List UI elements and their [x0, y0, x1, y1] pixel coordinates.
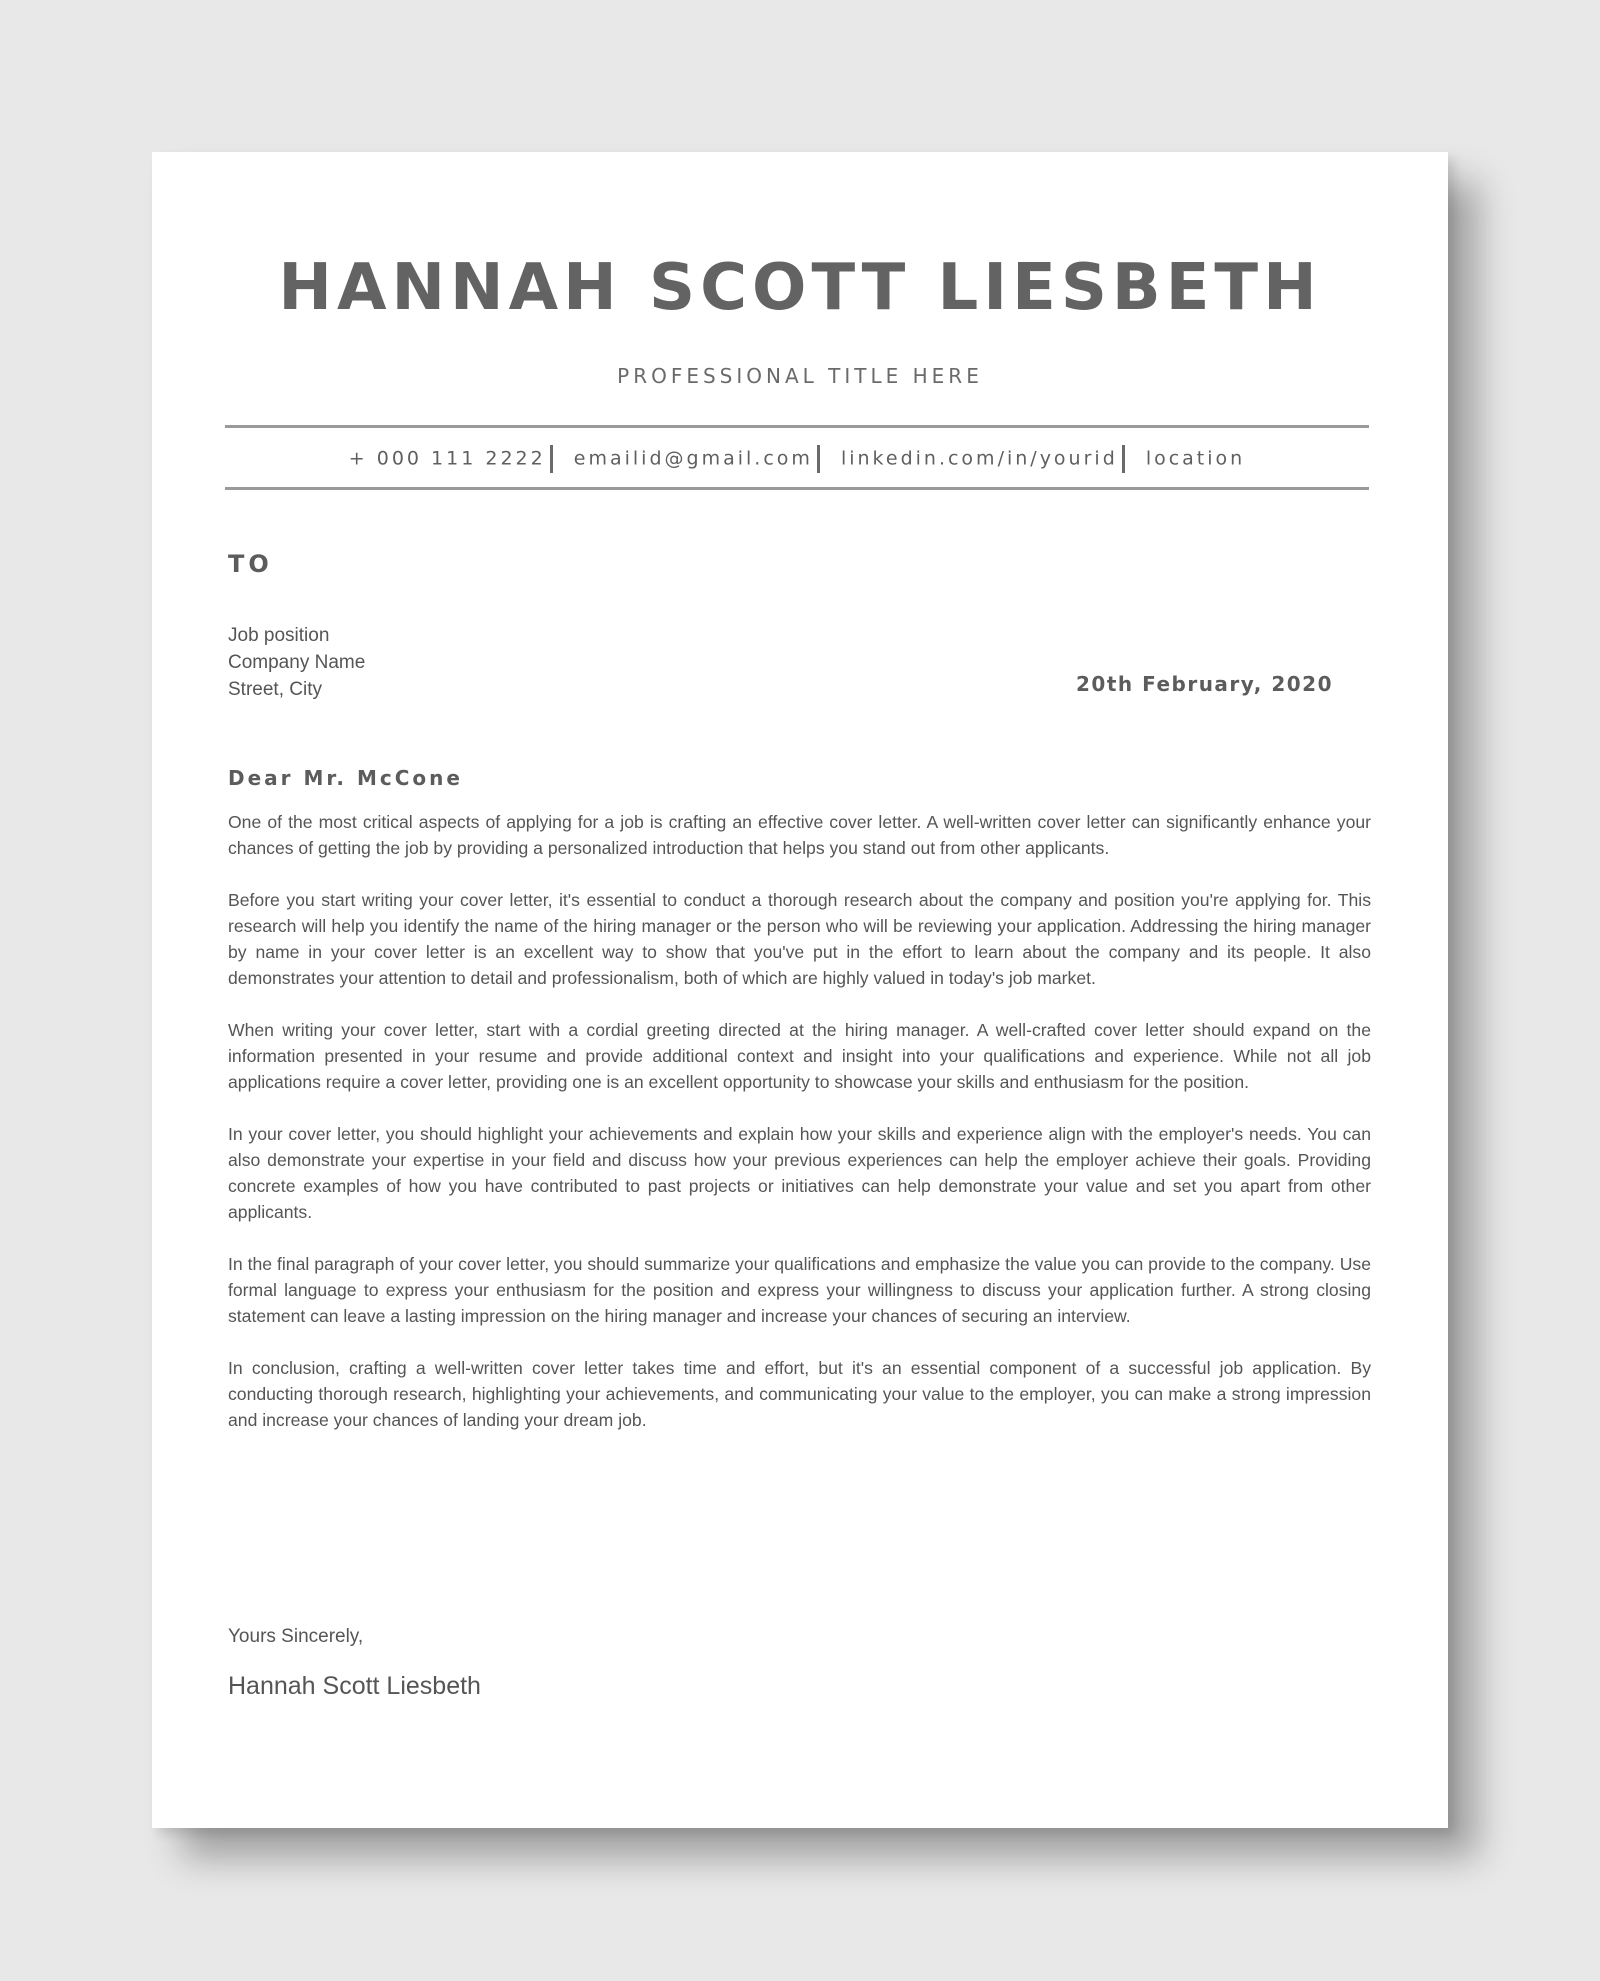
contact-email: emailid@gmail.com: [573, 447, 813, 470]
body-paragraph: In your cover letter, you should highlight your achievements and explain how your skills and experience align with the employer's needs. You can also demonstrate your expertise in your field and discuss how your previous experiences can help the employer achieve their goals. Providing concrete examples of how you have contributed to past projects or initiatives can help demonstrate your value and set you apart from other applicants.: [228, 1124, 1371, 1222]
letter-body: [228, 809, 1371, 1459]
header-divider-top: [225, 425, 1369, 428]
signature-name: Hannah Scott Liesbeth: [228, 1672, 481, 1700]
professional-title: PROFESSIONAL TITLE HERE: [617, 364, 983, 388]
body-paragraph: Before you start writing your cover letter, it's essential to conduct a thorough research about the company and position you're applying for. This research will help you identify the name of the hiring manager or the person who will be reviewing your application. Addressing the hiring manager by name in your cover letter is an excellent way to show that you've put in the effort to learn about the company and its people. It also demonstrates your attention to detail and professionalism, both of which are highly valued in today's job market.: [228, 890, 1371, 988]
body-paragraph: When writing your cover letter, start with a cordial greeting directed at the hiring manager. A well-crafted cover letter should expand on the information presented in your resume and provide additional context and insight into your qualifications and experience. While not all job applications require a cover letter, providing one is an excellent opportunity to showcase your skills and enthusiasm for the position.: [228, 1020, 1371, 1092]
contact-bar: [225, 445, 1369, 473]
body-paragraph: In the final paragraph of your cover letter, you should summarize your qualifications and emphasize the value you can provide to the company. Use formal language to express your enthusiasm for the position and express your willingness to discuss your application further. A strong closing statement can leave a lasting impression on the hiring manager and increase your chances of securing an interview.: [228, 1254, 1371, 1326]
salutation: Dear Mr. McCone: [228, 766, 463, 790]
contact-separator: [817, 445, 820, 473]
letter-page: [152, 152, 1448, 1828]
header-divider-bottom: [225, 487, 1369, 490]
recipient-street: Street, City: [228, 679, 322, 700]
body-paragraph: One of the most critical aspects of applying for a job is crafting an effective cover letter. A well-written cover letter can significantly enhance your chances of getting the job by providing a personalized introduction that helps you stand out from other applicants.: [228, 812, 1371, 858]
recipient-address: [228, 622, 365, 703]
applicant-name: HANNAH SCOTT LIESBETH: [278, 251, 1322, 325]
contact-phone: + 000 111 2222: [348, 447, 546, 470]
contact-location: location: [1145, 447, 1246, 470]
recipient-company: Company Name: [228, 652, 366, 673]
body-paragraph: In conclusion, crafting a well-written cover letter takes time and effort, but it's an essential component of a successful job application. By conducting thorough research, highlighting your achievements, and communicating your value to the employer, you can make a strong impression and increase your chances of landing your dream job.: [228, 1358, 1371, 1430]
contact-separator: [1122, 445, 1125, 473]
recipient-job-position: Job position: [228, 625, 330, 646]
recipient-heading: TO: [228, 550, 273, 578]
contact-separator: [550, 445, 553, 473]
closing-phrase: Yours Sincerely,: [228, 1626, 364, 1647]
contact-linkedin: linkedin.com/in/yourid: [840, 447, 1118, 470]
letter-date: 20th February, 2020: [1076, 672, 1333, 696]
